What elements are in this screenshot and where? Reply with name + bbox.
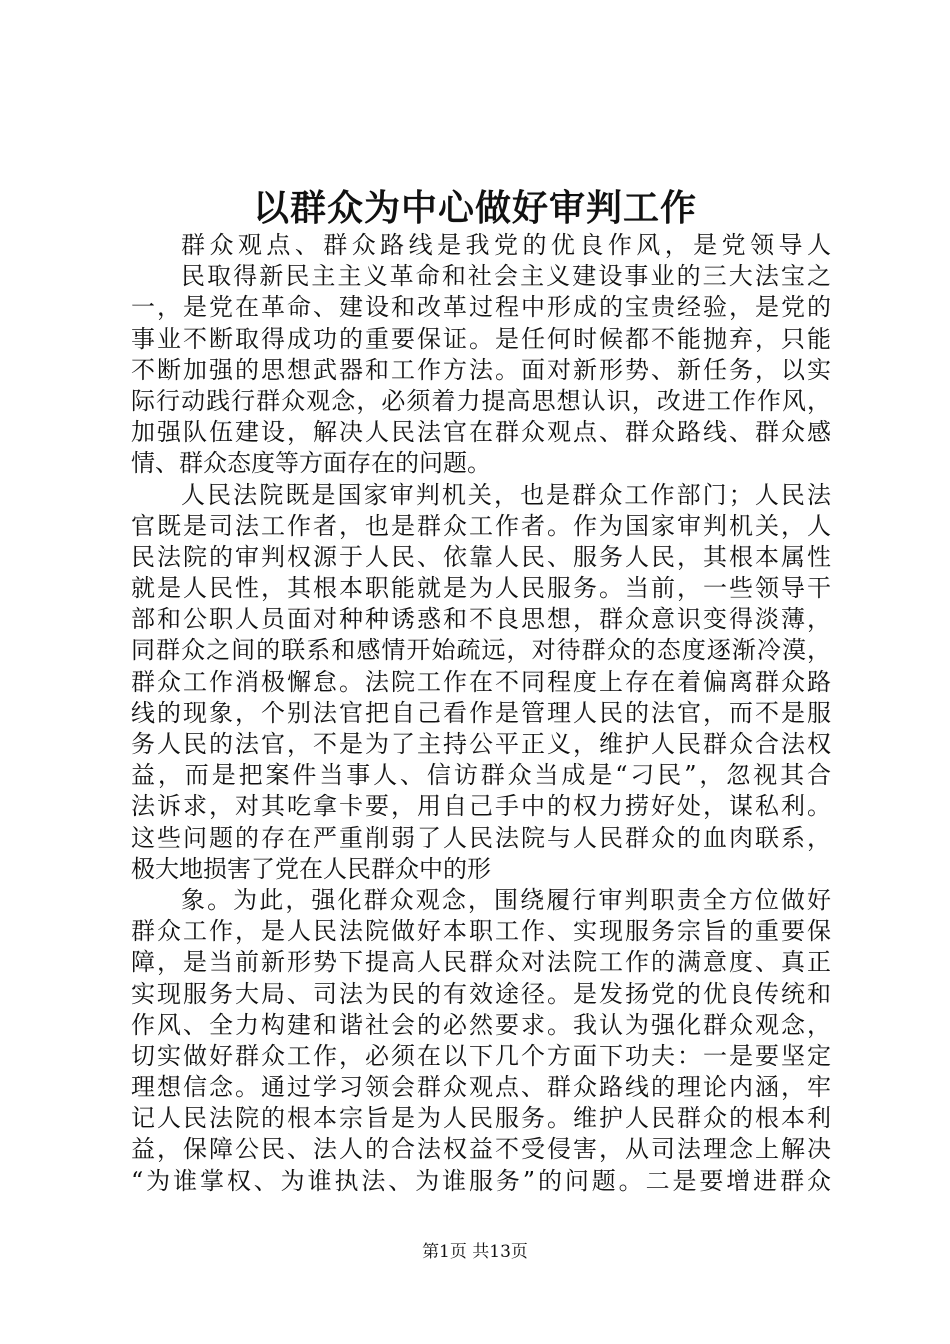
page-footer: 第1页 共13页 <box>422 1242 528 1262</box>
text-line: 益，而是把案件当事人、信访群众当成是“刁民”，忽视其合 <box>131 761 831 790</box>
text-line: 不断加强的思想武器和工作方法。面对新形势、新任务，以实 <box>131 355 831 384</box>
text-line: 民取得新民主主义革命和社会主义建设事业的三大法宝之 <box>181 262 831 291</box>
text-line: 切实做好群众工作，必须在以下几个方面下功夫：一是要坚定 <box>131 1041 831 1070</box>
document-title: 以群众为中心做好审判工作 <box>252 187 697 229</box>
text-line: 这些问题的存在严重削弱了人民法院与人民群众的血肉联系， <box>131 823 831 852</box>
text-line: 法诉求，对其吃拿卡要，用自己手中的权力捞好处，谋私利。 <box>131 792 831 821</box>
text-line: 理想信念。通过学习领会群众观点、群众路线的理论内涵，牢 <box>131 1073 831 1102</box>
text-line: 极大地损害了党在人民群众中的形 <box>131 854 491 883</box>
text-line: 事业不断取得成功的重要保证。是任何时候都不能抛弃，只能 <box>131 324 831 353</box>
text-line: 民法院的审判权源于人民、依靠人民、服务人民，其根本属性 <box>131 542 831 571</box>
text-line: 线的现象，个别法官把自己看作是管理人民的法官，而不是服 <box>131 698 831 727</box>
text-line: “为谁掌权、为谁执法、为谁服务”的问题。二是要增进群众 <box>131 1166 831 1195</box>
text-line: 益，保障公民、法人的合法权益不受侵害，从司法理念上解决 <box>131 1135 831 1164</box>
text-line: 际行动践行群众观念，必须着力提高思想认识，改进工作作风， <box>131 386 831 415</box>
text-line: 情、群众态度等方面存在的问题。 <box>131 449 491 478</box>
text-line: 障，是当前新形势下提高人民群众对法院工作的满意度、真正 <box>131 948 831 977</box>
text-line: 人民法院既是国家审判机关，也是群众工作部门；人民法 <box>181 480 831 509</box>
text-line: 群众工作消极懈怠。法院工作在不同程度上存在着偏离群众路 <box>131 667 831 696</box>
text-line: 同群众之间的联系和感情开始疏远，对待群众的态度逐渐冷漠， <box>131 636 831 665</box>
text-line: 就是人民性，其根本职能就是为人民服务。当前，一些领导干 <box>131 574 831 603</box>
document-body <box>131 230 831 1197</box>
text-line: 加强队伍建设，解决人民法官在群众观点、群众路线、群众感 <box>131 418 831 447</box>
text-line: 实现服务大局、司法为民的有效途径。是发扬党的优良传统和 <box>131 979 831 1008</box>
text-line: 作风、全力构建和谐社会的必然要求。我认为强化群众观念， <box>131 1010 831 1039</box>
text-line: 官既是司法工作者，也是群众工作者。作为国家审判机关，人 <box>131 511 831 540</box>
text-line: 群众观点、群众路线是我党的优良作风，是党领导人 <box>181 231 831 259</box>
text-line: 记人民法院的根本宗旨是为人民服务。维护人民群众的根本利 <box>131 1104 831 1133</box>
text-line: 部和公职人员面对种种诱惑和不良思想，群众意识变得淡薄， <box>131 605 831 634</box>
text-line: 群众工作，是人民法院做好本职工作、实现服务宗旨的重要保 <box>131 917 831 946</box>
text-line: 一，是党在革命、建设和改革过程中形成的宝贵经验，是党的 <box>131 293 831 322</box>
text-line: 象。为此，强化群众观念，围绕履行审判职责全方位做好 <box>181 885 831 914</box>
text-line: 务人民的法官，不是为了主持公平正义，维护人民群众合法权 <box>131 730 831 758</box>
